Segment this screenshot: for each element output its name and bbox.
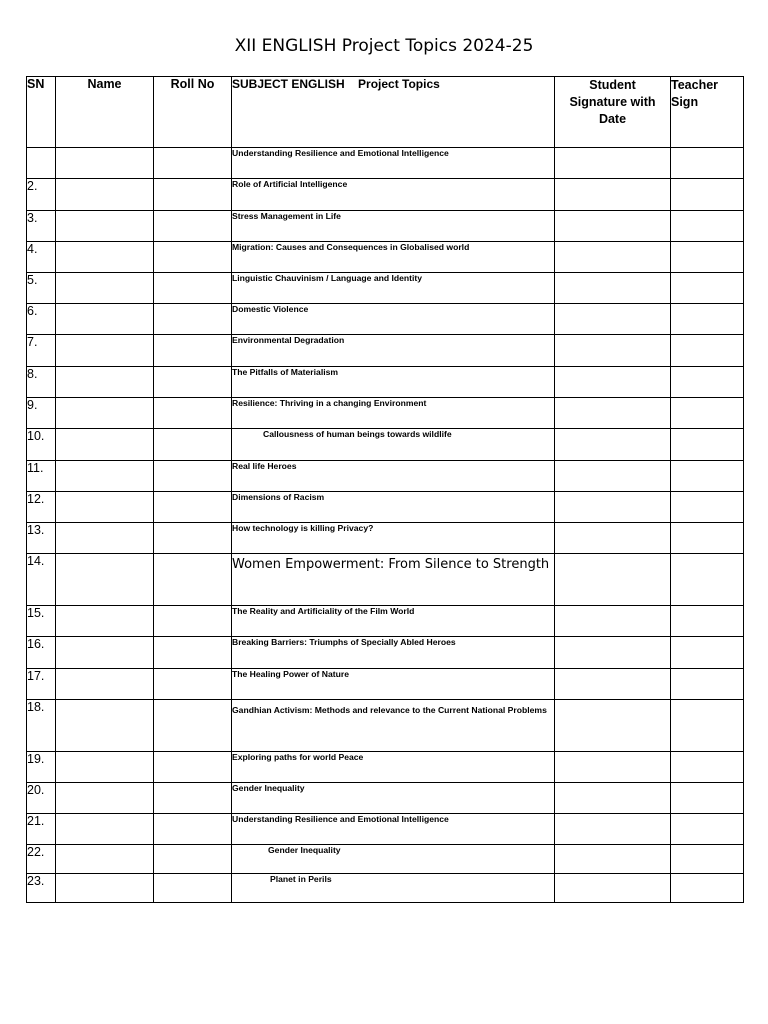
header-student-signature-line3: Date [598,112,627,126]
row-sn: 19. [27,752,56,783]
row-topic: Resilience: Thriving in a changing Environment [232,398,555,429]
row-student-signature-cell [555,335,671,367]
row-student-signature-cell [555,752,671,783]
row-roll-no-cell [154,669,232,700]
row-teacher-sign-cell [671,179,744,211]
row-teacher-sign-cell [671,367,744,398]
row-teacher-sign-cell [671,752,744,783]
row-sn: 18. [27,700,56,752]
row-roll-no-cell [154,211,232,242]
row-roll-no-cell [154,304,232,335]
table-row [27,148,744,179]
row-topic: Gandhian Activism: Methods and relevance to the Current National Problems [232,700,555,752]
row-sn: 20. [27,783,56,814]
row-name-cell [56,398,154,429]
table-row [27,637,744,669]
table-row [27,273,744,304]
row-topic: Migration: Causes and Consequences in Globalised world [232,242,555,273]
row-student-signature-cell [555,148,671,179]
row-student-signature-cell [555,669,671,700]
row-student-signature-cell [555,814,671,845]
row-teacher-sign-cell [671,606,744,637]
row-name-cell [56,874,154,903]
table-row [27,242,744,273]
row-roll-no-cell [154,273,232,304]
row-topic: The Reality and Artificiality of the Film World [232,606,555,637]
row-student-signature-cell [555,304,671,335]
row-roll-no-cell [154,700,232,752]
table-row [27,461,744,492]
row-topic: Breaking Barriers: Triumphs of Specially Abled Heroes [232,637,555,669]
row-sn: 5. [27,273,56,304]
row-topic: Linguistic Chauvinism / Language and Identity [232,273,555,304]
header-student-signature-line1: Student [589,78,636,92]
row-name-cell [56,669,154,700]
header-teacher-sign-line1: Teacher [671,78,719,92]
row-student-signature-cell [555,637,671,669]
row-sn: 21. [27,814,56,845]
row-roll-no-cell [154,429,232,461]
row-sn: 3. [27,211,56,242]
row-teacher-sign-cell [671,845,744,874]
row-teacher-sign-cell [671,492,744,523]
row-topic: Dimensions of Racism [232,492,555,523]
row-teacher-sign-cell [671,874,744,903]
row-sn: 10. [27,429,56,461]
table-row [27,335,744,367]
header-teacher-sign-line2: Sign [671,95,699,109]
header-row [27,77,744,148]
table-row [27,523,744,554]
table-row [27,752,744,783]
row-teacher-sign-cell [671,669,744,700]
row-student-signature-cell [555,211,671,242]
page-title: XII ENGLISH Project Topics 2024-25 [234,36,534,56]
row-name-cell [56,845,154,874]
row-topic: Environmental Degradation [232,335,555,367]
row-sn: 11. [27,461,56,492]
row-student-signature-cell [555,700,671,752]
row-teacher-sign-cell [671,304,744,335]
row-teacher-sign-cell [671,783,744,814]
header-topic [232,77,555,148]
table-row [27,783,744,814]
row-roll-no-cell [154,637,232,669]
row-roll-no-cell [154,398,232,429]
row-teacher-sign-cell [671,148,744,179]
row-student-signature-cell [555,492,671,523]
header-teacher-sign [671,77,744,148]
row-sn: 13. [27,523,56,554]
table-row [27,211,744,242]
row-name-cell [56,554,154,606]
row-sn: 14. [27,554,56,606]
row-sn: 15. [27,606,56,637]
row-name-cell [56,429,154,461]
row-student-signature-cell [555,874,671,903]
row-roll-no-cell [154,242,232,273]
row-topic: Stress Management in Life [232,211,555,242]
row-teacher-sign-cell [671,523,744,554]
row-roll-no-cell [154,606,232,637]
row-name-cell [56,492,154,523]
row-roll-no-cell [154,148,232,179]
row-student-signature-cell [555,429,671,461]
table-row [27,367,744,398]
row-teacher-sign-cell [671,700,744,752]
row-topic: Domestic Violence [232,304,555,335]
row-student-signature-cell [555,523,671,554]
row-teacher-sign-cell [671,461,744,492]
row-student-signature-cell [555,273,671,304]
header-sn: SN [27,77,56,148]
row-topic: Women Empowerment: From Silence to Strength [232,554,555,606]
row-name-cell [56,367,154,398]
row-topic: Gender Inequality [232,845,555,874]
row-teacher-sign-cell [671,335,744,367]
row-name-cell [56,273,154,304]
row-roll-no-cell [154,179,232,211]
row-student-signature-cell [555,461,671,492]
row-teacher-sign-cell [671,242,744,273]
table-row [27,398,744,429]
row-name-cell [56,179,154,211]
table-row [27,429,744,461]
table-row [27,554,744,606]
row-sn: 6. [27,304,56,335]
row-sn: 22. [27,845,56,874]
row-teacher-sign-cell [671,554,744,606]
row-teacher-sign-cell [671,211,744,242]
row-name-cell [56,783,154,814]
row-sn: 7. [27,335,56,367]
row-roll-no-cell [154,335,232,367]
row-name-cell [56,148,154,179]
row-topic: Real life Heroes [232,461,555,492]
header-roll-no: Roll No [154,77,232,148]
row-student-signature-cell [555,845,671,874]
row-sn: 2. [27,179,56,211]
project-topics-table [26,76,744,903]
row-topic: The Healing Power of Nature [232,669,555,700]
row-sn: 9. [27,398,56,429]
row-student-signature-cell [555,398,671,429]
row-topic: Role of Artificial Intelligence [232,179,555,211]
row-roll-no-cell [154,492,232,523]
table-row [27,814,744,845]
row-student-signature-cell [555,242,671,273]
row-roll-no-cell [154,523,232,554]
row-sn: 8. [27,367,56,398]
row-name-cell [56,814,154,845]
row-name-cell [56,523,154,554]
row-student-signature-cell [555,367,671,398]
row-name-cell [56,211,154,242]
row-roll-no-cell [154,783,232,814]
row-topic: Callousness of human beings towards wildlife [232,429,555,461]
table-row [27,700,744,752]
header-student-signature [555,77,671,148]
row-teacher-sign-cell [671,429,744,461]
row-name-cell [56,304,154,335]
table-row [27,845,744,874]
header-student-signature-line2: Signature with [569,95,656,109]
table-row [27,874,744,903]
row-student-signature-cell [555,179,671,211]
row-sn: 12. [27,492,56,523]
row-name-cell [56,606,154,637]
row-name-cell [56,700,154,752]
row-name-cell [56,335,154,367]
header-topic-label: SUBJECT ENGLISH Project Topics [232,77,440,91]
row-name-cell [56,637,154,669]
row-roll-no-cell [154,814,232,845]
row-roll-no-cell [154,845,232,874]
table-row [27,304,744,335]
row-roll-no-cell [154,752,232,783]
row-student-signature-cell [555,606,671,637]
table-row [27,606,744,637]
row-topic: Understanding Resilience and Emotional Intelligence [232,148,555,179]
table-row [27,492,744,523]
row-name-cell [56,242,154,273]
row-teacher-sign-cell [671,814,744,845]
row-teacher-sign-cell [671,637,744,669]
row-sn [27,148,56,179]
row-roll-no-cell [154,461,232,492]
row-student-signature-cell [555,783,671,814]
row-topic: Exploring paths for world Peace [232,752,555,783]
row-teacher-sign-cell [671,273,744,304]
row-name-cell [56,461,154,492]
row-topic: How technology is killing Privacy? [232,523,555,554]
row-roll-no-cell [154,367,232,398]
row-roll-no-cell [154,554,232,606]
header-name: Name [56,77,154,148]
row-topic: Understanding Resilience and Emotional Intelligence [232,814,555,845]
row-topic: Gender Inequality [232,783,555,814]
row-topic: Planet in Perils [232,874,555,903]
row-student-signature-cell [555,554,671,606]
row-sn: 23. [27,874,56,903]
table-row [27,669,744,700]
table-row [27,179,744,211]
row-sn: 16. [27,637,56,669]
row-topic: The Pitfalls of Materialism [232,367,555,398]
row-teacher-sign-cell [671,398,744,429]
row-sn: 4. [27,242,56,273]
row-name-cell [56,752,154,783]
row-roll-no-cell [154,874,232,903]
row-sn: 17. [27,669,56,700]
